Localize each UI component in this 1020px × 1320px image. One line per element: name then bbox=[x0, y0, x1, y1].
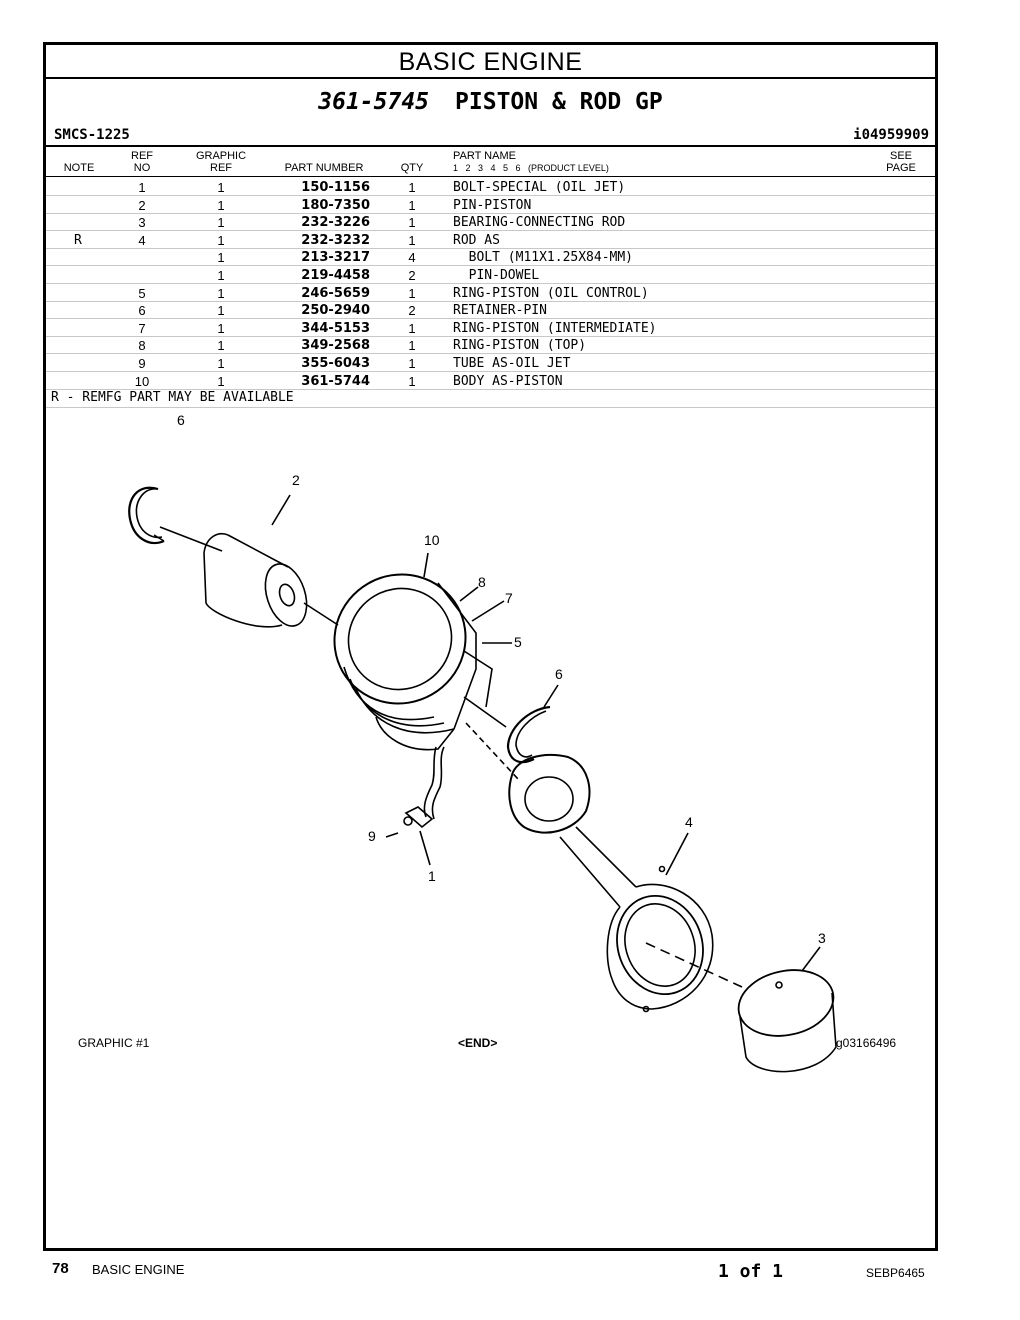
qty-cell: 1 bbox=[408, 285, 416, 301]
col-graphic-ref-line1: GRAPHIC bbox=[195, 150, 247, 162]
leader-4 bbox=[666, 833, 688, 875]
piston-body bbox=[311, 551, 492, 750]
ref-no-cell: 7 bbox=[138, 320, 146, 336]
leader-10 bbox=[424, 553, 428, 577]
group-heading bbox=[46, 89, 935, 115]
qty-cell: 1 bbox=[408, 320, 416, 336]
col-see-page-line1: SEE bbox=[889, 150, 912, 162]
ref-no-cell: 2 bbox=[138, 197, 146, 213]
footer-doc-number: SEBP6465 bbox=[866, 1266, 925, 1280]
table-row bbox=[46, 196, 935, 214]
callout-6-left: 6 bbox=[177, 412, 185, 428]
note-cell: R bbox=[74, 232, 82, 248]
ref-no-cell: 5 bbox=[138, 285, 146, 301]
col-part-number: PART NUMBER bbox=[284, 162, 364, 174]
part-name-cell: PIN-PISTON bbox=[453, 197, 532, 213]
part-number-cell: 232-3232 bbox=[301, 232, 370, 248]
column-header-divider bbox=[46, 176, 935, 177]
qty-cell: 1 bbox=[408, 232, 416, 248]
exploded-view-diagram bbox=[46, 407, 935, 1097]
col-graphic-ref bbox=[189, 150, 253, 174]
rod-bearing bbox=[732, 962, 839, 1072]
group-number: 361-5745 bbox=[318, 89, 430, 115]
qty-cell: 1 bbox=[408, 356, 416, 371]
graphic-ref-cell: 1 bbox=[217, 285, 225, 301]
graphic-ref-cell: 1 bbox=[217, 180, 225, 195]
graphic-ref-cell: 1 bbox=[217, 250, 225, 266]
leader-2-pin bbox=[304, 603, 338, 625]
part-name-cell: BOLT-SPECIAL (OIL JET) bbox=[453, 180, 626, 195]
graphic-ref-cell: 1 bbox=[217, 215, 225, 231]
oil-jet-tube bbox=[404, 747, 444, 827]
qty-cell: 4 bbox=[408, 250, 416, 266]
retainer-pin-right bbox=[508, 707, 550, 762]
leader-axis-rod bbox=[466, 723, 518, 779]
col-ref-no-line1: REF bbox=[131, 150, 153, 162]
qty-cell: 1 bbox=[408, 215, 416, 231]
table-row bbox=[46, 231, 935, 249]
graphic-ref-cell: 1 bbox=[217, 197, 225, 213]
col-product-level: 1 2 3 4 5 6 (PRODUCT LEVEL) bbox=[453, 163, 609, 173]
graphic-ref-cell: 1 bbox=[217, 268, 225, 283]
part-name-cell: PIN-DOWEL bbox=[453, 268, 540, 283]
table-row bbox=[46, 284, 935, 302]
part-number-cell: 150-1156 bbox=[301, 180, 370, 195]
part-name-cell: ROD AS bbox=[453, 232, 500, 248]
leader-1 bbox=[420, 831, 430, 865]
ref-no-cell: 3 bbox=[138, 215, 146, 231]
ref-no-cell: 10 bbox=[134, 373, 150, 389]
qty-cell: 1 bbox=[408, 373, 416, 389]
graphic-ref-cell: 1 bbox=[217, 232, 225, 248]
part-name-cell: RING-PISTON (INTERMEDIATE) bbox=[453, 320, 657, 336]
part-name-cell: TUBE AS-OIL JET bbox=[453, 356, 571, 371]
ref-no-cell: 4 bbox=[138, 232, 146, 248]
graphic-ref-cell: 1 bbox=[217, 373, 225, 389]
group-name: PISTON & ROD GP bbox=[455, 89, 663, 115]
piston-pin bbox=[204, 534, 314, 632]
graphic-ref-cell: 1 bbox=[217, 356, 225, 371]
qty-cell: 1 bbox=[408, 338, 416, 354]
callout-5: 5 bbox=[514, 634, 522, 650]
end-label: <END> bbox=[458, 1036, 498, 1050]
table-row bbox=[46, 319, 935, 337]
callout-4: 4 bbox=[685, 814, 693, 830]
callout-8: 8 bbox=[478, 574, 486, 590]
part-name-cell: BODY AS-PISTON bbox=[453, 373, 563, 389]
col-see-page-line2: PAGE bbox=[886, 162, 916, 174]
callout-9: 9 bbox=[368, 828, 376, 844]
leader-9 bbox=[386, 833, 398, 837]
col-see-page bbox=[878, 150, 924, 174]
ref-no-cell: 8 bbox=[138, 338, 146, 354]
col-qty: QTY bbox=[400, 162, 424, 174]
part-number-cell: 232-3226 bbox=[301, 215, 370, 231]
part-number-cell: 250-2940 bbox=[301, 303, 370, 319]
retainer-pin-left bbox=[129, 488, 164, 543]
ref-no-cell: 9 bbox=[138, 356, 146, 371]
table-row bbox=[46, 354, 935, 372]
part-number-cell: 219-4458 bbox=[301, 268, 370, 283]
graphic-ref-cell: 1 bbox=[217, 320, 225, 336]
col-part-name bbox=[453, 150, 609, 174]
table-row bbox=[46, 266, 935, 284]
graphic-id: g03166496 bbox=[836, 1036, 897, 1050]
callout-3: 3 bbox=[818, 930, 826, 946]
page-frame bbox=[43, 42, 938, 1251]
part-name-cell: RING-PISTON (OIL CONTROL) bbox=[453, 285, 649, 301]
leader-8 bbox=[460, 587, 478, 601]
part-number-cell: 355-6043 bbox=[301, 356, 370, 371]
part-number-cell: 344-5153 bbox=[301, 320, 370, 336]
callout-2: 2 bbox=[292, 472, 300, 488]
ref-no-cell: 1 bbox=[138, 180, 146, 195]
part-number-cell: 361-5744 bbox=[301, 373, 370, 389]
footer-page-of: 1 of 1 bbox=[718, 1261, 784, 1282]
part-name-cell: BEARING-CONNECTING ROD bbox=[453, 215, 626, 231]
table-row bbox=[46, 178, 935, 196]
part-number-cell: 213-3217 bbox=[301, 250, 370, 266]
col-ref-no bbox=[126, 150, 158, 174]
col-graphic-ref-line2: REF bbox=[210, 162, 232, 174]
col-note: NOTE bbox=[63, 162, 95, 174]
part-number-cell: 180-7350 bbox=[301, 197, 370, 213]
graphic-ref-cell: 1 bbox=[217, 303, 225, 319]
leader-pin-axis bbox=[464, 697, 506, 727]
smcs-code: SMCS-1225 bbox=[54, 127, 130, 143]
callout-10: 10 bbox=[424, 532, 440, 548]
part-name-cell: RING-PISTON (TOP) bbox=[453, 338, 587, 354]
remfg-note: R - REMFG PART MAY BE AVAILABLE bbox=[51, 390, 294, 405]
table-row bbox=[46, 301, 935, 319]
leader-6-right bbox=[544, 685, 558, 707]
part-name-cell: BOLT (M11X1.25X84-MM) bbox=[453, 250, 634, 266]
document-id: i04959909 bbox=[853, 127, 929, 143]
connecting-rod bbox=[509, 755, 716, 1011]
leader-2 bbox=[272, 495, 290, 525]
callout-1: 1 bbox=[428, 868, 436, 884]
col-ref-no-line2: NO bbox=[133, 162, 151, 174]
graphic-label: GRAPHIC #1 bbox=[78, 1036, 150, 1050]
qty-cell: 2 bbox=[408, 268, 416, 283]
leader-3 bbox=[802, 947, 820, 971]
col-part-name-line1: PART NAME bbox=[453, 150, 516, 162]
leader-6-left bbox=[160, 527, 222, 551]
part-number-cell: 246-5659 bbox=[301, 285, 370, 301]
callout-7: 7 bbox=[505, 590, 513, 606]
qty-cell: 1 bbox=[408, 197, 416, 213]
table-row bbox=[46, 336, 935, 354]
footer-page-number: 78 bbox=[52, 1260, 69, 1277]
header-divider bbox=[46, 145, 935, 147]
graphic-ref-cell: 1 bbox=[217, 338, 225, 354]
ref-no-cell: 6 bbox=[138, 303, 146, 319]
table-row bbox=[46, 372, 935, 390]
part-number-cell: 349-2568 bbox=[301, 338, 370, 354]
qty-cell: 1 bbox=[408, 180, 416, 195]
part-name-cell: RETAINER-PIN bbox=[453, 303, 547, 319]
callout-6-right: 6 bbox=[555, 666, 563, 682]
footer-section: BASIC ENGINE bbox=[92, 1262, 185, 1277]
table-row bbox=[46, 213, 935, 231]
leader-7 bbox=[472, 601, 504, 621]
qty-cell: 2 bbox=[408, 303, 416, 319]
table-row bbox=[46, 248, 935, 266]
page-title: BASIC ENGINE bbox=[46, 45, 935, 79]
